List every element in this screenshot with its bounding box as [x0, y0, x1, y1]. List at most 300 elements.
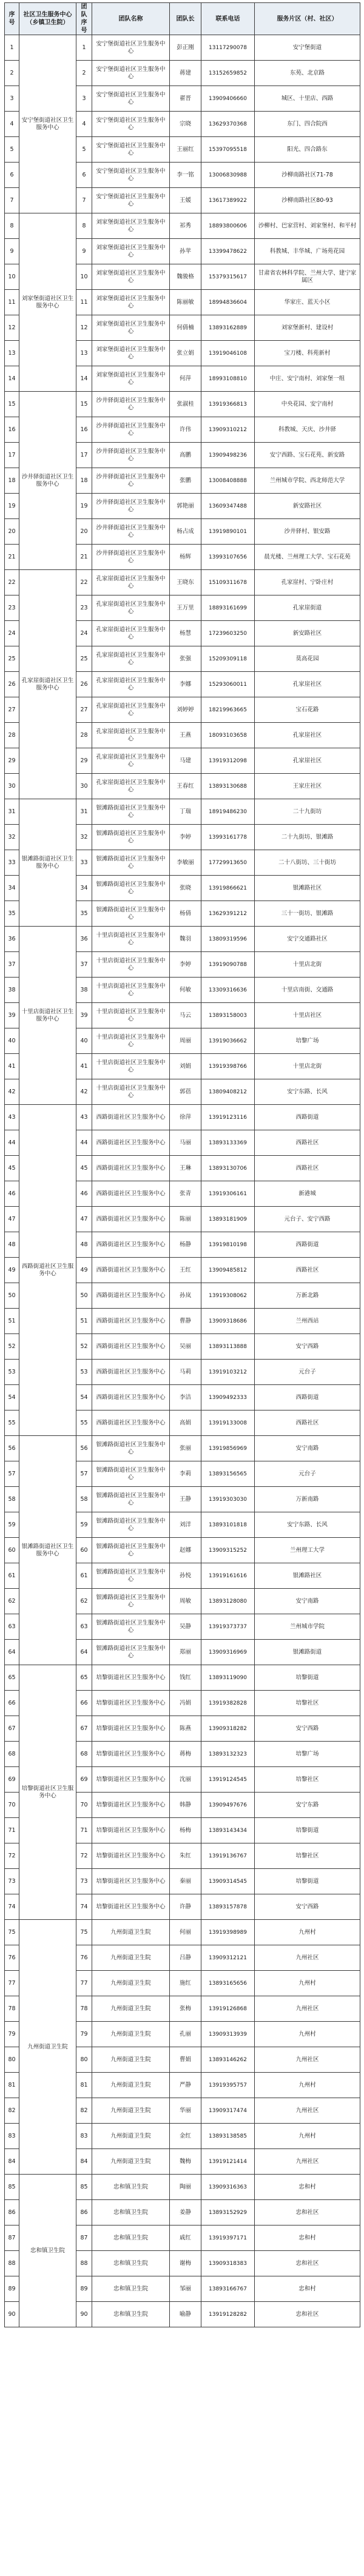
row-seq: 87 — [5, 2225, 19, 2251]
row-seq: 8 — [5, 213, 19, 239]
row-team-name: 西路街道社区卫生服务中心 — [92, 1410, 170, 1436]
row-area: 孔家崖村、宁卧庄村 — [255, 570, 360, 595]
row-phone: 13629391212 — [201, 901, 255, 927]
row-team-name: 沙井驿街道社区卫生服务中心 — [92, 519, 170, 545]
row-area: 科教城、天庆、沙井驿 — [255, 417, 360, 443]
row-team-name: 十里店街道社区卫生服务中心 — [92, 1054, 170, 1079]
row-seq: 2 — [5, 61, 19, 86]
row-seq: 5 — [5, 137, 19, 163]
row-team-seq: 40 — [76, 1028, 92, 1054]
row-team-name: 九州街道卫生院 — [92, 2022, 170, 2047]
row-team-name: 银滩路街道社区卫生服务中心 — [92, 901, 170, 927]
row-phone: 13919123116 — [201, 1105, 255, 1130]
row-area: 十里店社区 — [255, 1003, 360, 1028]
row-team-seq: 56 — [76, 1436, 92, 1461]
row-phone: 13919124545 — [201, 1767, 255, 1793]
row-leader: 魏骏格 — [170, 264, 201, 290]
row-team-name: 刘家堡街道社区卫生服务中心 — [92, 366, 170, 392]
row-phone: 13909318686 — [201, 1309, 255, 1334]
row-leader: 王晓东 — [170, 570, 201, 595]
row-team-name: 九州街道卫生院 — [92, 2124, 170, 2149]
row-area: 九州社区 — [255, 2098, 360, 2124]
row-leader: 谢梅 — [170, 2251, 201, 2276]
row-seq: 63 — [5, 1614, 19, 1640]
row-team-seq: 54 — [76, 1385, 92, 1410]
row-leader: 李娜 — [170, 672, 201, 697]
row-team-seq: 71 — [76, 1818, 92, 1843]
row-area: 新安路社区 — [255, 494, 360, 519]
row-leader: 许伟 — [170, 417, 201, 443]
row-team-name: 九州街道卫生院 — [92, 2149, 170, 2175]
row-leader: 郑丽 — [170, 1640, 201, 1665]
row-team-seq: 89 — [76, 2276, 92, 2302]
row-team-name: 九州街道卫生院 — [92, 2047, 170, 2073]
row-team-name: 九州街道卫生院 — [92, 1996, 170, 2022]
row-team-name: 西路街道社区卫生服务中心 — [92, 1105, 170, 1130]
row-phone: 13909314545 — [201, 1869, 255, 1894]
row-phone: 13909313939 — [201, 2022, 255, 2047]
row-team-seq: 12 — [76, 315, 92, 341]
row-team-name: 安宁堡街道社区卫生服务中心 — [92, 163, 170, 188]
row-seq: 29 — [5, 748, 19, 774]
row-team-seq: 32 — [76, 825, 92, 850]
row-leader: 许静 — [170, 1894, 201, 1920]
row-seq: 52 — [5, 1334, 19, 1360]
row-team-seq: 76 — [76, 1945, 92, 1971]
row-seq: 20 — [5, 519, 19, 545]
row-team-seq: 66 — [76, 1691, 92, 1716]
row-leader: 杨静 — [170, 1232, 201, 1258]
row-phone: 13919103212 — [201, 1360, 255, 1385]
row-phone: 15379315617 — [201, 264, 255, 290]
row-area: 西路社区 — [255, 1156, 360, 1181]
row-area: 东门、四合院西 — [255, 112, 360, 137]
row-area: 安宁西路 — [255, 1334, 360, 1360]
row-phone: 13919890101 — [201, 519, 255, 545]
row-team-seq: 58 — [76, 1487, 92, 1512]
row-area: 兰州西站 — [255, 1309, 360, 1334]
row-area: 西路社区 — [255, 1130, 360, 1156]
row-area: 万新南路 — [255, 1487, 360, 1512]
row-team-name: 培黎街道社区卫生服务中心 — [92, 1843, 170, 1869]
row-team-name: 孔家崖街道社区卫生服务中心 — [92, 748, 170, 774]
row-seq: 75 — [5, 1920, 19, 1945]
row-seq: 33 — [5, 850, 19, 876]
row-team-name: 银滩路街道社区卫生服务中心 — [92, 1487, 170, 1512]
row-phone: 13893162889 — [201, 315, 255, 341]
row-team-seq: 87 — [76, 2225, 92, 2251]
row-seq: 47 — [5, 1207, 19, 1232]
row-seq: 59 — [5, 1512, 19, 1538]
row-area: 十里店南街、交通路 — [255, 978, 360, 1003]
row-team-seq: 13 — [76, 341, 92, 366]
row-leader: 刘娟 — [170, 1054, 201, 1079]
row-leader: 吴静 — [170, 1614, 201, 1640]
row-team-name: 银滩路街道社区卫生服务中心 — [92, 850, 170, 876]
row-leader: 沈丽 — [170, 1767, 201, 1793]
row-seq: 81 — [5, 2073, 19, 2098]
row-area: 九州社区 — [255, 1945, 360, 1971]
row-phone: 17729913650 — [201, 850, 255, 876]
row-area: 元台子 — [255, 1461, 360, 1487]
row-seq: 56 — [5, 1436, 19, 1461]
row-team-seq: 28 — [76, 723, 92, 748]
row-team-seq: 79 — [76, 2022, 92, 2047]
row-area: 西路街道 — [255, 1385, 360, 1410]
row-seq: 76 — [5, 1945, 19, 1971]
row-phone: 13399478622 — [201, 239, 255, 264]
row-seq: 89 — [5, 2276, 19, 2302]
row-leader: 王春红 — [170, 774, 201, 799]
row-team-name: 忠和镇卫生院 — [92, 2225, 170, 2251]
row-seq: 43 — [5, 1105, 19, 1130]
row-leader: 祁秀 — [170, 213, 201, 239]
row-seq: 4 — [5, 112, 19, 137]
row-area: 孔家崖街道 — [255, 595, 360, 621]
row-team-seq: 7 — [76, 188, 92, 213]
row-seq: 49 — [5, 1258, 19, 1283]
row-team-name: 刘家堡街道社区卫生服务中心 — [92, 315, 170, 341]
row-seq: 55 — [5, 1410, 19, 1436]
row-area: 三十一街坊、银滩路 — [255, 901, 360, 927]
row-seq: 46 — [5, 1181, 19, 1207]
row-area: 安宁南路 — [255, 1436, 360, 1461]
row-leader: 严静 — [170, 2073, 201, 2098]
row-area: 安宁南路 — [255, 1589, 360, 1614]
row-leader: 李洁 — [170, 1385, 201, 1410]
row-phone: 17239603250 — [201, 621, 255, 646]
row-area: 科教城、丰华城、广场苑花园 — [255, 239, 360, 264]
row-team-seq: 14 — [76, 366, 92, 392]
row-team-name: 九州街道卫生院 — [92, 2073, 170, 2098]
table-row — [5, 35, 360, 61]
row-team-seq: 30 — [76, 774, 92, 799]
row-seq: 66 — [5, 1691, 19, 1716]
row-area: 十里店北街 — [255, 952, 360, 978]
row-team-name: 安宁堡街道社区卫生服务中心 — [92, 35, 170, 61]
row-team-name: 刘家堡街道社区卫生服务中心 — [92, 341, 170, 366]
table-row — [5, 1665, 360, 1691]
row-team-name: 西路街道社区卫生服务中心 — [92, 1309, 170, 1334]
row-phone: 13893157878 — [201, 1894, 255, 1920]
row-leader: 陈丽敏 — [170, 290, 201, 315]
row-team-name: 沙井驿街道社区卫生服务中心 — [92, 494, 170, 519]
row-team-name: 刘家堡街道社区卫生服务中心 — [92, 239, 170, 264]
row-team-name: 培黎街道社区卫生服务中心 — [92, 1793, 170, 1818]
row-leader: 魏羽 — [170, 927, 201, 952]
row-area: 九州社区 — [255, 2047, 360, 2073]
row-leader: 钱红 — [170, 1665, 201, 1691]
row-team-seq: 35 — [76, 901, 92, 927]
row-team-seq: 10 — [76, 264, 92, 290]
row-seq: 10 — [5, 264, 19, 290]
row-team-seq: 69 — [76, 1767, 92, 1793]
row-team-name: 十里店街道社区卫生服务中心 — [92, 952, 170, 978]
row-area: 忠和社区 — [255, 2200, 360, 2225]
row-seq: 21 — [5, 545, 19, 570]
row-phone: 13909316969 — [201, 1640, 255, 1665]
row-phone: 13893128080 — [201, 1589, 255, 1614]
row-team-seq: 37 — [76, 952, 92, 978]
row-team-seq: 60 — [76, 1538, 92, 1563]
row-area: 兰州城市学院 — [255, 1614, 360, 1640]
row-seq: 50 — [5, 1283, 19, 1309]
row-team-seq: 33 — [76, 850, 92, 876]
row-seq: 84 — [5, 2149, 19, 2175]
row-leader: 张青 — [170, 1181, 201, 1207]
row-team-name: 忠和镇卫生院 — [92, 2175, 170, 2200]
row-area: 培黎街道 — [255, 1818, 360, 1843]
row-leader: 曹静 — [170, 1309, 201, 1334]
row-leader: 吕静 — [170, 1945, 201, 1971]
row-area: 安宁交通路社区 — [255, 927, 360, 952]
row-team-name: 安宁堡街道社区卫生服务中心 — [92, 86, 170, 112]
row-area: 十里店北街 — [255, 1054, 360, 1079]
row-team-seq: 68 — [76, 1742, 92, 1767]
row-team-seq: 82 — [76, 2098, 92, 2124]
row-seq: 14 — [5, 366, 19, 392]
row-phone: 13893158003 — [201, 1003, 255, 1028]
header-center: 社区卫生服务中心（乡镇卫生院） — [19, 3, 76, 35]
row-team-name: 刘家堡街道社区卫生服务中心 — [92, 290, 170, 315]
row-seq: 77 — [5, 1971, 19, 1996]
row-leader: 李婷 — [170, 825, 201, 850]
row-phone: 13609347488 — [201, 494, 255, 519]
row-seq: 12 — [5, 315, 19, 341]
row-phone: 13919308062 — [201, 1283, 255, 1309]
row-team-name: 银滩路街道社区卫生服务中心 — [92, 1436, 170, 1461]
row-area: 孔家崖社区 — [255, 672, 360, 697]
row-area: 城区、十里店、西路 — [255, 86, 360, 112]
row-seq: 69 — [5, 1767, 19, 1793]
row-phone: 13893119090 — [201, 1665, 255, 1691]
row-area: 王家庄社区 — [255, 774, 360, 799]
row-seq: 36 — [5, 927, 19, 952]
row-area: 九州社区 — [255, 1996, 360, 2022]
row-phone: 13909318282 — [201, 1716, 255, 1742]
row-team-name: 九州街道卫生院 — [92, 1971, 170, 1996]
row-seq: 40 — [5, 1028, 19, 1054]
row-leader: 杨慧 — [170, 621, 201, 646]
row-team-seq: 81 — [76, 2073, 92, 2098]
row-leader: 翟晋 — [170, 86, 201, 112]
row-team-seq: 86 — [76, 2200, 92, 2225]
row-phone: 15109311678 — [201, 570, 255, 595]
row-team-name: 西路街道社区卫生服务中心 — [92, 1207, 170, 1232]
row-team-seq: 11 — [76, 290, 92, 315]
row-area: 西路街道 — [255, 1105, 360, 1130]
row-team-name: 沙井驿街道社区卫生服务中心 — [92, 392, 170, 417]
header-seq: 序号 — [5, 3, 19, 35]
row-leader: 王红 — [170, 1258, 201, 1283]
row-team-name: 忠和镇卫生院 — [92, 2200, 170, 2225]
row-phone: 13909310212 — [201, 417, 255, 443]
row-seq: 16 — [5, 417, 19, 443]
row-team-name: 沙井驿街道社区卫生服务中心 — [92, 468, 170, 494]
row-leader: 马建 — [170, 748, 201, 774]
row-phone: 13893138585 — [201, 2124, 255, 2149]
row-area: 九州村 — [255, 2073, 360, 2098]
row-leader: 王燕 — [170, 723, 201, 748]
row-phone: 13919382828 — [201, 1691, 255, 1716]
row-phone: 13919036662 — [201, 1028, 255, 1054]
row-leader: 宗晓 — [170, 112, 201, 137]
row-seq: 58 — [5, 1487, 19, 1512]
row-seq: 53 — [5, 1360, 19, 1385]
row-leader: 张晓 — [170, 876, 201, 901]
row-leader: 李婷 — [170, 952, 201, 978]
row-phone: 13919161616 — [201, 1563, 255, 1589]
row-team-seq: 67 — [76, 1716, 92, 1742]
row-phone: 18993108810 — [201, 366, 255, 392]
row-phone: 13909406660 — [201, 86, 255, 112]
row-leader: 高鹏 — [170, 443, 201, 468]
row-phone: 13993107656 — [201, 545, 255, 570]
row-leader: 张丽 — [170, 1436, 201, 1461]
row-phone: 18919486230 — [201, 799, 255, 825]
row-center-name: 安宁堡街道社区卫生服务中心 — [19, 35, 76, 213]
row-phone: 13893181909 — [201, 1207, 255, 1232]
row-leader: 张淑桂 — [170, 392, 201, 417]
row-team-seq: 52 — [76, 1334, 92, 1360]
row-area: 华家庄、蓝天小区 — [255, 290, 360, 315]
row-leader: 徐萍 — [170, 1105, 201, 1130]
row-area: 新安路社区 — [255, 621, 360, 646]
row-area: 宝石花路 — [255, 697, 360, 723]
table-row — [5, 1920, 360, 1945]
row-seq: 80 — [5, 2047, 19, 2073]
row-seq: 19 — [5, 494, 19, 519]
row-team-seq: 6 — [76, 163, 92, 188]
row-team-seq: 50 — [76, 1283, 92, 1309]
row-phone: 13909497676 — [201, 1793, 255, 1818]
row-leader: 王丽红 — [170, 137, 201, 163]
row-phone: 13919856969 — [201, 1436, 255, 1461]
row-phone: 13152659852 — [201, 61, 255, 86]
row-leader: 马云 — [170, 1003, 201, 1028]
row-leader: 杨占成 — [170, 519, 201, 545]
row-phone: 13993161778 — [201, 825, 255, 850]
row-team-seq: 83 — [76, 2124, 92, 2149]
row-area: 安宁西路、宝石花苑、新安路 — [255, 443, 360, 468]
row-area: 培黎街道 — [255, 1665, 360, 1691]
row-seq: 82 — [5, 2098, 19, 2124]
table-row — [5, 213, 360, 239]
row-team-name: 九州街道卫生院 — [92, 2098, 170, 2124]
row-team-name: 银滩路街道社区卫生服务中心 — [92, 876, 170, 901]
row-area: 沙井驿村、银安路 — [255, 519, 360, 545]
row-leader: 曹娟 — [170, 2047, 201, 2073]
row-team-name: 忠和镇卫生院 — [92, 2251, 170, 2276]
row-leader: 魏梅 — [170, 2149, 201, 2175]
row-team-name: 孔家崖街道社区卫生服务中心 — [92, 646, 170, 672]
row-center-name: 银滩路街道社区卫生服务中心 — [19, 799, 76, 927]
row-seq: 15 — [5, 392, 19, 417]
row-phone: 15397095518 — [201, 137, 255, 163]
row-team-name: 西路街道社区卫生服务中心 — [92, 1258, 170, 1283]
row-area: 安宁东路、长风 — [255, 1512, 360, 1538]
header-phone: 联系电话 — [201, 3, 255, 35]
row-team-seq: 53 — [76, 1360, 92, 1385]
row-leader: 高娟 — [170, 1410, 201, 1436]
row-seq: 17 — [5, 443, 19, 468]
row-leader: 金红 — [170, 2124, 201, 2149]
row-team-name: 孔家崖街道社区卫生服务中心 — [92, 595, 170, 621]
row-team-name: 忠和镇卫生院 — [92, 2302, 170, 2327]
row-team-seq: 88 — [76, 2251, 92, 2276]
row-team-name: 刘家堡街道社区卫生服务中心 — [92, 213, 170, 239]
row-area: 银滩路社区 — [255, 876, 360, 901]
row-seq: 25 — [5, 646, 19, 672]
row-phone: 13008408888 — [201, 468, 255, 494]
row-seq: 37 — [5, 952, 19, 978]
row-seq: 67 — [5, 1716, 19, 1742]
row-team-seq: 59 — [76, 1512, 92, 1538]
row-leader: 杨辉 — [170, 545, 201, 570]
row-leader: 朱红 — [170, 1843, 201, 1869]
table-row — [5, 392, 360, 417]
row-phone: 13919090788 — [201, 952, 255, 978]
header-row — [5, 3, 360, 35]
row-phone: 13919398766 — [201, 1054, 255, 1079]
row-area: 晨光楼、兰州理工大学、宝石花苑 — [255, 545, 360, 570]
row-phone: 13919128282 — [201, 2302, 255, 2327]
row-team-name: 十里店街道社区卫生服务中心 — [92, 1028, 170, 1054]
row-team-name: 十里店街道社区卫生服务中心 — [92, 1003, 170, 1028]
row-area: 九州村 — [255, 2022, 360, 2047]
row-seq: 90 — [5, 2302, 19, 2327]
row-leader: 孔丽 — [170, 2022, 201, 2047]
row-team-seq: 46 — [76, 1181, 92, 1207]
row-team-name: 西路街道社区卫生服务中心 — [92, 1232, 170, 1258]
row-seq: 60 — [5, 1538, 19, 1563]
row-area: 培黎街道 — [255, 1869, 360, 1894]
row-seq: 22 — [5, 570, 19, 595]
row-leader: 李一铭 — [170, 163, 201, 188]
row-seq: 24 — [5, 621, 19, 646]
row-phone: 13909492333 — [201, 1385, 255, 1410]
row-leader: 孙苹 — [170, 239, 201, 264]
row-center-name: 西路街道社区卫生服务中心 — [19, 1105, 76, 1436]
row-area: 九州社区 — [255, 2149, 360, 2175]
row-team-seq: 18 — [76, 468, 92, 494]
row-center-name: 九州街道卫生院 — [19, 1920, 76, 2175]
row-seq: 6 — [5, 163, 19, 188]
row-team-seq: 17 — [76, 443, 92, 468]
table-row — [5, 927, 360, 952]
row-seq: 79 — [5, 2022, 19, 2047]
row-seq: 65 — [5, 1665, 19, 1691]
row-area: 元台子、安宁西路 — [255, 1207, 360, 1232]
header-leader: 团队长 — [170, 3, 201, 35]
row-seq: 85 — [5, 2175, 19, 2200]
row-seq: 44 — [5, 1130, 19, 1156]
row-area: 兰州理工大学 — [255, 1538, 360, 1563]
row-area: 忠和社区 — [255, 2251, 360, 2276]
row-team-name: 忠和镇卫生院 — [92, 2276, 170, 2302]
row-seq: 38 — [5, 978, 19, 1003]
row-phone: 13893143434 — [201, 1818, 255, 1843]
row-phone: 13809319596 — [201, 927, 255, 952]
row-team-seq: 65 — [76, 1665, 92, 1691]
row-team-name: 十里店街道社区卫生服务中心 — [92, 927, 170, 952]
row-area: 培黎广场 — [255, 1028, 360, 1054]
row-seq: 70 — [5, 1793, 19, 1818]
row-team-seq: 55 — [76, 1410, 92, 1436]
row-leader: 张立娟 — [170, 341, 201, 366]
row-leader: 刘婷婷 — [170, 697, 201, 723]
row-phone: 13893133369 — [201, 1130, 255, 1156]
